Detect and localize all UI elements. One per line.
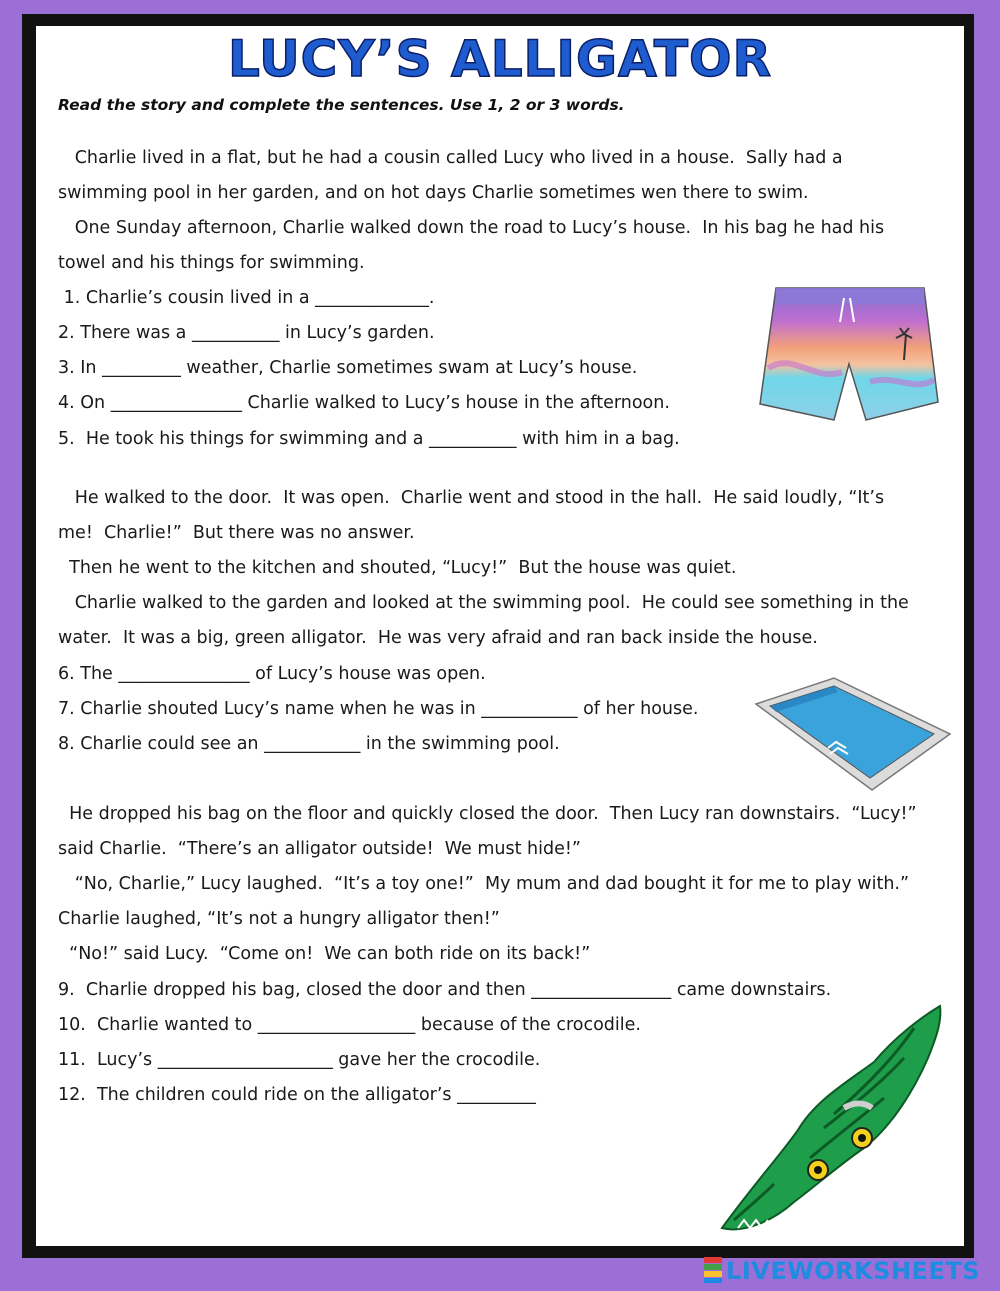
question-6: 6. The _______________ of Lucy’s house was open.	[58, 664, 486, 684]
swim-shorts-image	[754, 282, 944, 432]
question-1: 1. Charlie’s cousin lived in a _____________.	[58, 288, 435, 308]
story-line: He dropped his bag on the floor and quickly closed the door. Then Lucy ran downstairs. “Lucy!”	[58, 804, 917, 824]
question-3: 3. In _________ weather, Charlie sometimes swam at Lucy’s house.	[58, 358, 638, 378]
story-line: “No, Charlie,” Lucy laughed. “It’s a toy one!” My mum and dad bought it for me to play with.”	[58, 874, 910, 894]
instructions: Read the story and complete the sentences. Use 1, 2 or 3 words.	[58, 96, 625, 114]
story-line: He walked to the door. It was open. Charlie went and stood in the hall. He said loudly, “It’s	[58, 488, 885, 508]
swimming-pool-image	[754, 674, 954, 794]
story-line: Then he went to the kitchen and shouted, “Lucy!” But the house was quiet.	[58, 558, 737, 578]
story-line: One Sunday afternoon, Charlie walked down the road to Lucy’s house. In his bag he had his	[58, 218, 885, 238]
question-7: 7. Charlie shouted Lucy’s name when he was in ___________ of her house.	[58, 699, 699, 719]
story-line: towel and his things for swimming.	[58, 253, 365, 273]
story-line: me! Charlie!” But there was no answer.	[58, 523, 415, 543]
story-line: Charlie lived in a flat, but he had a cousin called Lucy who lived in a house. Sally had a	[58, 148, 843, 168]
story-line: said Charlie. “There’s an alligator outside! We must hide!”	[58, 839, 581, 859]
liveworksheets-logo-icon	[704, 1257, 722, 1283]
story-line: “No!” said Lucy. “Come on! We can both ride on its back!”	[58, 944, 591, 964]
question-11: 11. Lucy’s ____________________ gave her the crocodile.	[58, 1050, 541, 1070]
story-line: Charlie walked to the garden and looked at the swimming pool. He could see something in the	[58, 593, 909, 613]
question-2: 2. There was a __________ in Lucy’s garden.	[58, 323, 435, 343]
question-9: 9. Charlie dropped his bag, closed the door and then ________________ came downstairs.	[58, 980, 832, 1000]
brand-name: LIVEWORKSHEETS	[726, 1257, 980, 1285]
worksheet	[36, 26, 964, 1246]
question-10: 10. Charlie wanted to __________________ because of the crocodile.	[58, 1015, 641, 1035]
story-line: Charlie laughed, “It’s not a hungry alligator then!”	[58, 909, 500, 929]
question-5: 5. He took his things for swimming and a __________ with him in a bag.	[58, 429, 680, 449]
story-line: water. It was a big, green alligator. He was very afraid and ran back inside the house.	[58, 628, 818, 648]
question-12: 12. The children could ride on the alligator’s _________	[58, 1085, 536, 1105]
inflatable-alligator-image	[714, 998, 946, 1242]
question-8: 8. Charlie could see an ___________ in the swimming pool.	[58, 734, 560, 754]
page-title: LUCY’S ALLIGATOR	[228, 30, 772, 88]
question-4: 4. On _______________ Charlie walked to Lucy’s house in the afternoon.	[58, 393, 670, 413]
liveworksheets-badge	[704, 1257, 980, 1285]
story-line: swimming pool in her garden, and on hot days Charlie sometimes wen there to swim.	[58, 183, 809, 203]
